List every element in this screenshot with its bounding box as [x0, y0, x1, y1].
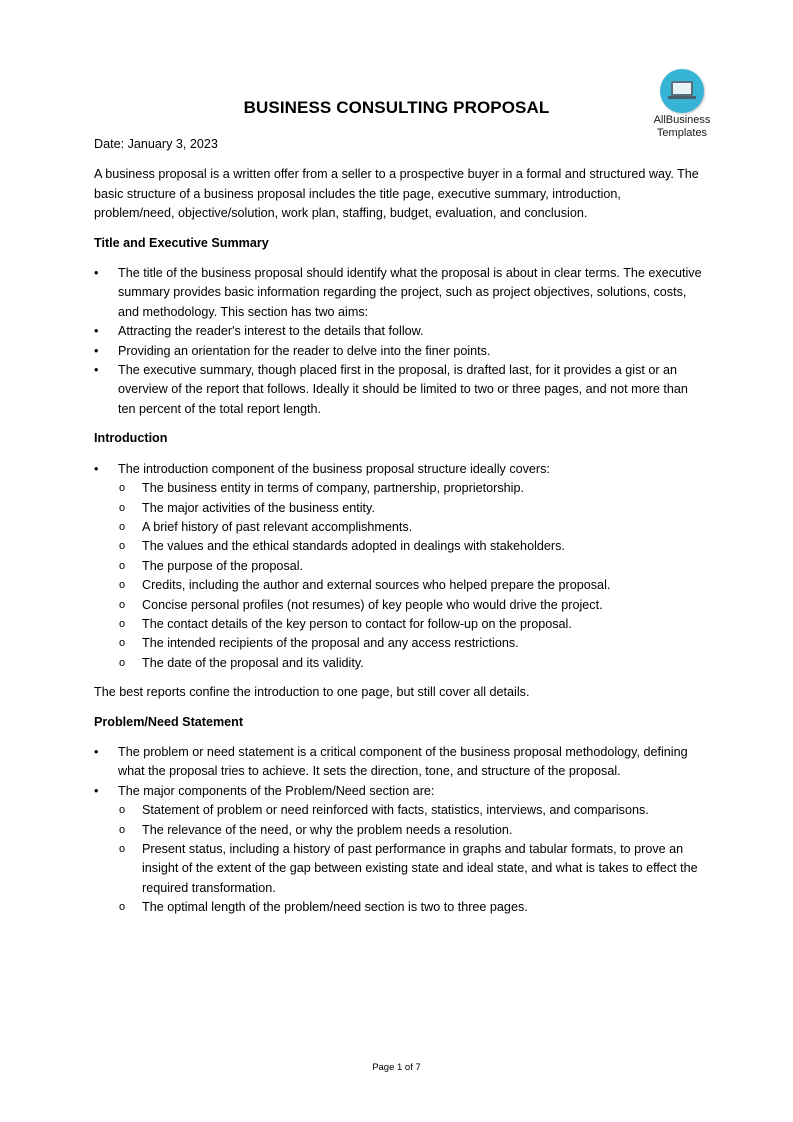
list-item-text: The problem or need statement is a critical component of the business proposal methodology, defining what the proposal tries to achieve. It sets the direction, tone, and structure of the proposal.: [118, 744, 688, 779]
list-item-text: The executive summary, though placed first in the proposal, is drafted last, for it provides a gist or an overview of the report that follows. Ideally it should be limited to two or three pages, and not more than ten percent of the total report length.: [118, 363, 688, 416]
bullet-icon: •: [94, 363, 99, 378]
list-item-text: Providing an orientation for the reader to delve into the finer points.: [118, 343, 491, 358]
sublist-item: [118, 615, 704, 634]
logo-line-2: Templates: [656, 127, 708, 139]
circle-bullet-icon: o: [119, 540, 126, 553]
sublist-item-text: The relevance of the need, or why the problem needs a resolution.: [142, 822, 513, 837]
sublist-item: [118, 576, 704, 595]
intro-paragraph: A business proposal is a written offer from a seller to a prospective buyer in a formal and structured way. The basic structure of a business proposal includes the title page, executive summary, introduction, problem/need, objective/solution, work plan, staffing, budget, evaluation, and conclusion.: [94, 167, 699, 221]
executive-summary-list: [94, 264, 704, 419]
bullet-icon: •: [94, 324, 99, 339]
list-item: [94, 460, 704, 673]
sublist-item-text: Present status, including a history of past performance in graphs and tabular formats, to prove an insight of the extent of the gap between existing state and ideal state, and what is takes to effect the required transformation.: [142, 842, 698, 895]
circle-bullet-icon: o: [119, 579, 126, 592]
section-heading-problem-need: Problem/Need Statement: [94, 714, 244, 729]
sublist-item-text: The values and the ethical standards adopted in dealings with stakeholders.: [142, 539, 565, 554]
circle-bullet-icon: o: [119, 520, 126, 533]
introduction-closing-paragraph: The best reports confine the introduction to one page, but still cover all details.: [94, 685, 530, 700]
circle-bullet-icon: o: [119, 823, 126, 836]
sublist-item: [118, 654, 704, 673]
circle-bullet-icon: o: [119, 482, 126, 495]
introduction-list: [94, 460, 704, 673]
list-item: [94, 322, 704, 341]
problem-need-sublist: [118, 801, 704, 917]
circle-bullet-icon: o: [119, 617, 126, 630]
document-date: Date: January 3, 2023: [94, 137, 218, 151]
sublist-item-text: A brief history of past relevant accomplishments.: [142, 519, 413, 534]
sublist-item-text: Statement of problem or need reinforced with facts, statistics, interviews, and comparisons.: [142, 803, 649, 818]
introduction-sublist: [118, 479, 704, 673]
sublist-item-text: The major activities of the business entity.: [142, 500, 375, 515]
sublist-item-text: The optimal length of the problem/need section is two to three pages.: [142, 900, 528, 915]
section-heading-introduction: Introduction: [94, 431, 168, 446]
bullet-icon: •: [94, 783, 99, 798]
sublist-item-text: The date of the proposal and its validity.: [142, 655, 364, 670]
bullet-icon: •: [94, 343, 99, 358]
circle-bullet-icon: o: [119, 843, 126, 855]
section-heading-executive-summary: Title and Executive Summary: [94, 235, 269, 250]
circle-bullet-icon: o: [119, 804, 126, 817]
bullet-icon: •: [94, 744, 99, 759]
sublist-item: [118, 479, 704, 498]
sublist-item: [118, 840, 704, 898]
sublist-item-text: Credits, including the author and external sources who helped prepare the proposal.: [142, 578, 611, 593]
problem-need-list: [94, 743, 704, 918]
sublist-item-text: The purpose of the proposal.: [142, 558, 304, 573]
sublist-item: [118, 557, 704, 576]
bullet-icon: •: [94, 266, 99, 281]
sublist-item: [118, 596, 704, 615]
list-item: [94, 782, 704, 918]
sublist-item-text: Concise personal profiles (not resumes) of key people who would drive the project.: [142, 597, 603, 612]
list-item: [94, 342, 704, 361]
circle-bullet-icon: o: [119, 559, 126, 572]
circle-bullet-icon: o: [119, 901, 126, 914]
sublist-item: [118, 634, 704, 653]
circle-bullet-icon: o: [119, 598, 126, 611]
sublist-item: [118, 499, 704, 518]
list-item-text: The title of the business proposal should identify what the proposal is about in clear terms. The executive summary provides basic information regarding the project, such as project objectives, solutions, costs, and methodology. This section has two aims:: [118, 266, 702, 319]
sublist-item: [118, 801, 704, 820]
sublist-item-text: The intended recipients of the proposal and any access restrictions.: [142, 636, 519, 651]
page-number-footer: Page 1 of 7: [372, 1062, 421, 1073]
bullet-icon: •: [94, 461, 99, 476]
sublist-item: [118, 821, 704, 840]
circle-bullet-icon: o: [119, 656, 126, 669]
sublist-item: [118, 898, 704, 917]
sublist-item-text: The contact details of the key person to contact for follow-up on the proposal.: [142, 616, 572, 631]
document-title: BUSINESS CONSULTING PROPOSAL: [243, 98, 550, 117]
sublist-item-text: The business entity in terms of company, partnership, proprietorship.: [142, 481, 524, 496]
list-item: [94, 743, 704, 782]
list-item-text: The introduction component of the business proposal structure ideally covers:: [118, 461, 550, 476]
list-item-text: The major components of the Problem/Need section are:: [118, 783, 435, 798]
list-item: [94, 264, 704, 322]
sublist-item: [118, 537, 704, 556]
circle-bullet-icon: o: [119, 501, 126, 514]
list-item-text: Attracting the reader's interest to the details that follow.: [118, 324, 424, 339]
document-body: [94, 135, 704, 928]
list-item: [94, 361, 704, 419]
circle-bullet-icon: o: [119, 637, 126, 650]
sublist-item: [118, 518, 704, 537]
logo-line-1: AllBusiness: [653, 114, 711, 126]
